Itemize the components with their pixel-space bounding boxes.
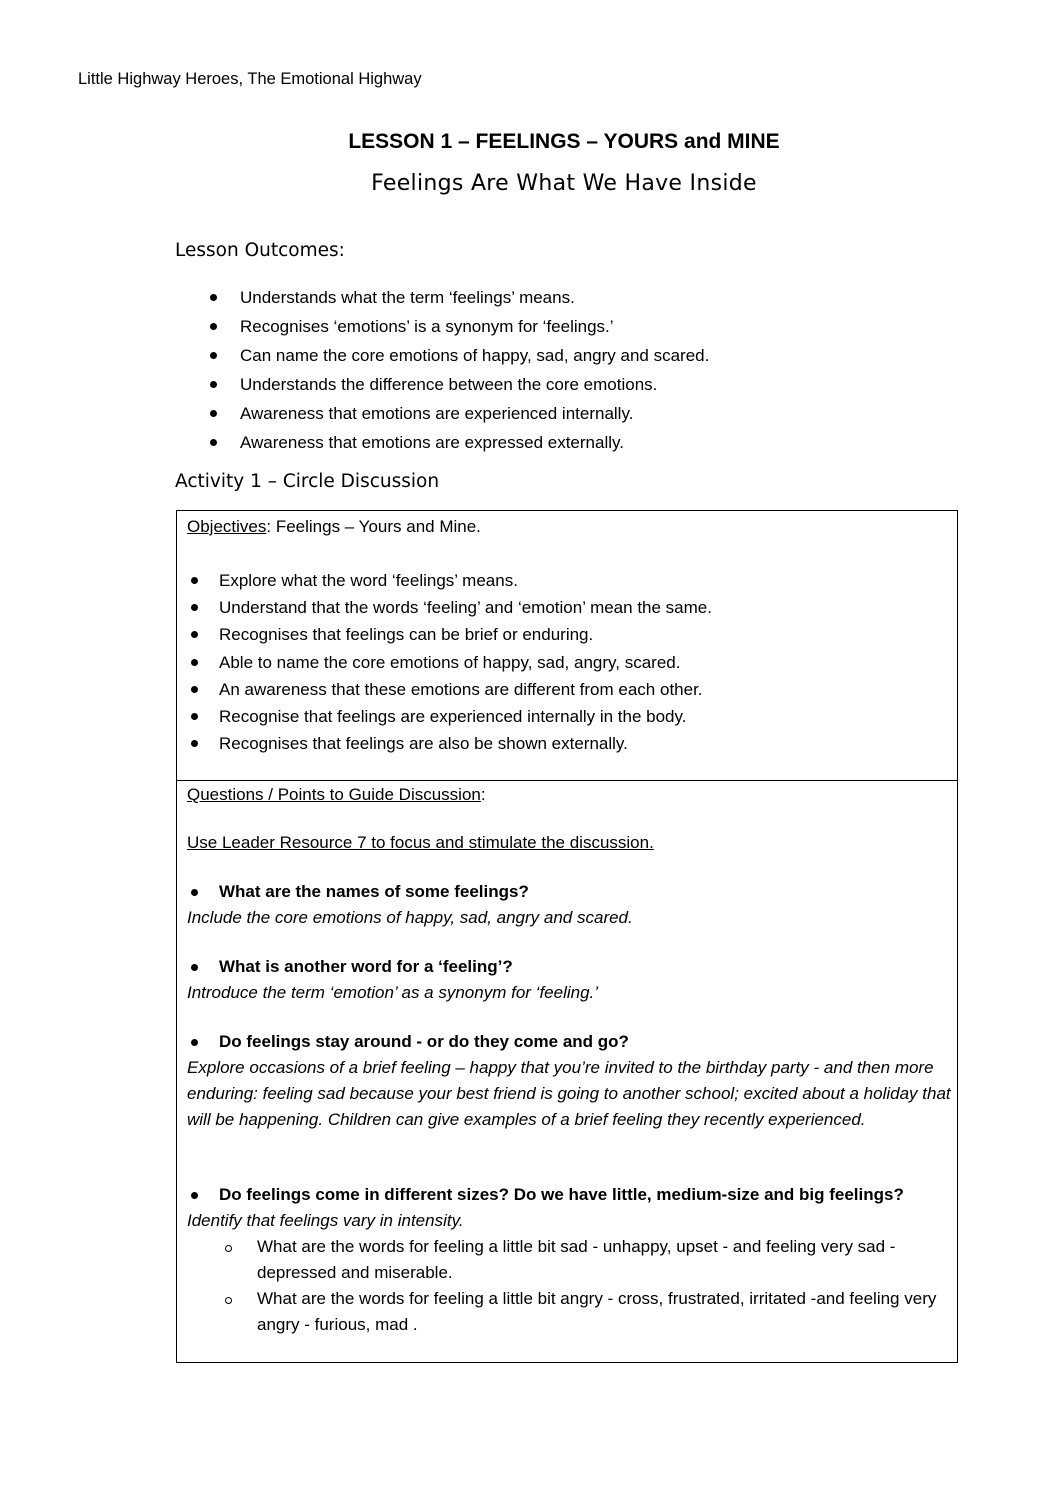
question-block xyxy=(187,954,957,1006)
bullet-icon xyxy=(210,294,217,301)
list-item: Awareness that emotions are experienced internally. xyxy=(175,399,709,428)
lesson-title: LESSON 1 – FEELINGS – YOURS and MINE xyxy=(348,130,780,153)
bullet-icon xyxy=(191,686,198,693)
bullet-icon xyxy=(191,1039,198,1046)
list-item: Able to name the core emotions of happy, sad, angry, scared. xyxy=(187,649,712,676)
objectives-cell xyxy=(187,511,951,1334)
list-item: An awareness that these emotions are different from each other. xyxy=(187,676,712,703)
hollow-bullet-icon xyxy=(225,1297,232,1304)
question-block xyxy=(187,1029,957,1133)
question-note: Include the core emotions of happy, sad, angry and scared. xyxy=(187,908,633,927)
list-item: Can name the core emotions of happy, sad, angry and scared. xyxy=(175,341,709,370)
list-item: Recognises ‘emotions’ is a synonym for ‘feelings.’ xyxy=(175,312,709,341)
question-text: Do feelings come in different sizes? Do we have little, medium-size and big feelings? xyxy=(187,1182,957,1208)
list-item: Awareness that emotions are expressed externally. xyxy=(175,428,709,457)
bullet-icon xyxy=(210,439,217,446)
bullet-icon xyxy=(191,659,198,666)
bullet-icon xyxy=(210,323,217,330)
objectives-label: Objectives xyxy=(187,517,267,536)
question-text: What are the names of some feelings? xyxy=(187,879,957,905)
bullet-icon xyxy=(191,631,198,638)
question-text: What is another word for a ‘feeling’? xyxy=(187,954,957,980)
bullet-icon xyxy=(210,352,217,359)
objectives-text: : Feelings – Yours and Mine. xyxy=(266,517,481,536)
list-item: Recognises that feelings are also be shown externally. xyxy=(187,730,712,757)
list-item: What are the words for feeling a little bit sad - unhappy, upset - and feeling very sad - depressed and miserable. xyxy=(187,1234,957,1286)
list-item: Recognises that feelings can be brief or enduring. xyxy=(187,621,712,648)
table-divider xyxy=(177,780,957,781)
list-item: Understands the difference between the core emotions. xyxy=(175,370,709,399)
bullet-icon xyxy=(191,964,198,971)
bullet-icon xyxy=(191,889,198,896)
bullet-icon xyxy=(210,410,217,417)
question-note: Explore occasions of a brief feeling – happy that you’re invited to the birthday party - and then more enduring: feeling sad because your best friend is going to another school; excited about a holiday that will be happening. Children can give examples of a brief feeling they recently experienced. xyxy=(187,1058,951,1129)
list-item: What are the words for feeling a little bit angry - cross, frustrated, irritated -and feeling very angry - furious, mad . xyxy=(187,1286,957,1338)
objectives-list xyxy=(187,567,712,757)
activity-heading: Activity 1 – Circle Discussion xyxy=(175,471,440,492)
questions-label: Questions / Points to Guide Discussion xyxy=(187,785,481,804)
question-note: Identify that feelings vary in intensity. xyxy=(187,1211,464,1230)
bullet-icon xyxy=(191,604,198,611)
lesson-subtitle: Feelings Are What We Have Inside xyxy=(371,171,757,196)
questions-heading: Questions / Points to Guide Discussion: xyxy=(187,785,486,804)
list-item: Understand that the words ‘feeling’ and ‘emotion’ mean the same. xyxy=(187,594,712,621)
bullet-icon xyxy=(210,381,217,388)
question-text: Do feelings stay around - or do they come and go? xyxy=(187,1029,957,1055)
activity-table xyxy=(176,510,958,1363)
document-header: Little Highway Heroes, The Emotional Highway xyxy=(78,70,422,88)
sub-question-list xyxy=(187,1234,957,1338)
question-note: Introduce the term ‘emotion’ as a synonym for ‘feeling.’ xyxy=(187,983,599,1002)
resource-line: Use Leader Resource 7 to focus and stimulate the discussion. xyxy=(187,833,654,852)
list-item: Recognise that feelings are experienced internally in the body. xyxy=(187,703,712,730)
bullet-icon xyxy=(191,713,198,720)
objectives-line xyxy=(187,514,481,540)
list-item: Explore what the word ‘feelings’ means. xyxy=(187,567,712,594)
question-block xyxy=(187,1182,957,1338)
bullet-icon xyxy=(191,577,198,584)
list-item: Understands what the term ‘feelings’ means. xyxy=(175,283,709,312)
hollow-bullet-icon xyxy=(225,1245,232,1252)
question-block xyxy=(187,879,957,931)
bullet-icon xyxy=(191,1192,198,1199)
outcomes-list xyxy=(175,283,709,457)
outcomes-heading: Lesson Outcomes: xyxy=(175,240,345,261)
bullet-icon xyxy=(191,740,198,747)
